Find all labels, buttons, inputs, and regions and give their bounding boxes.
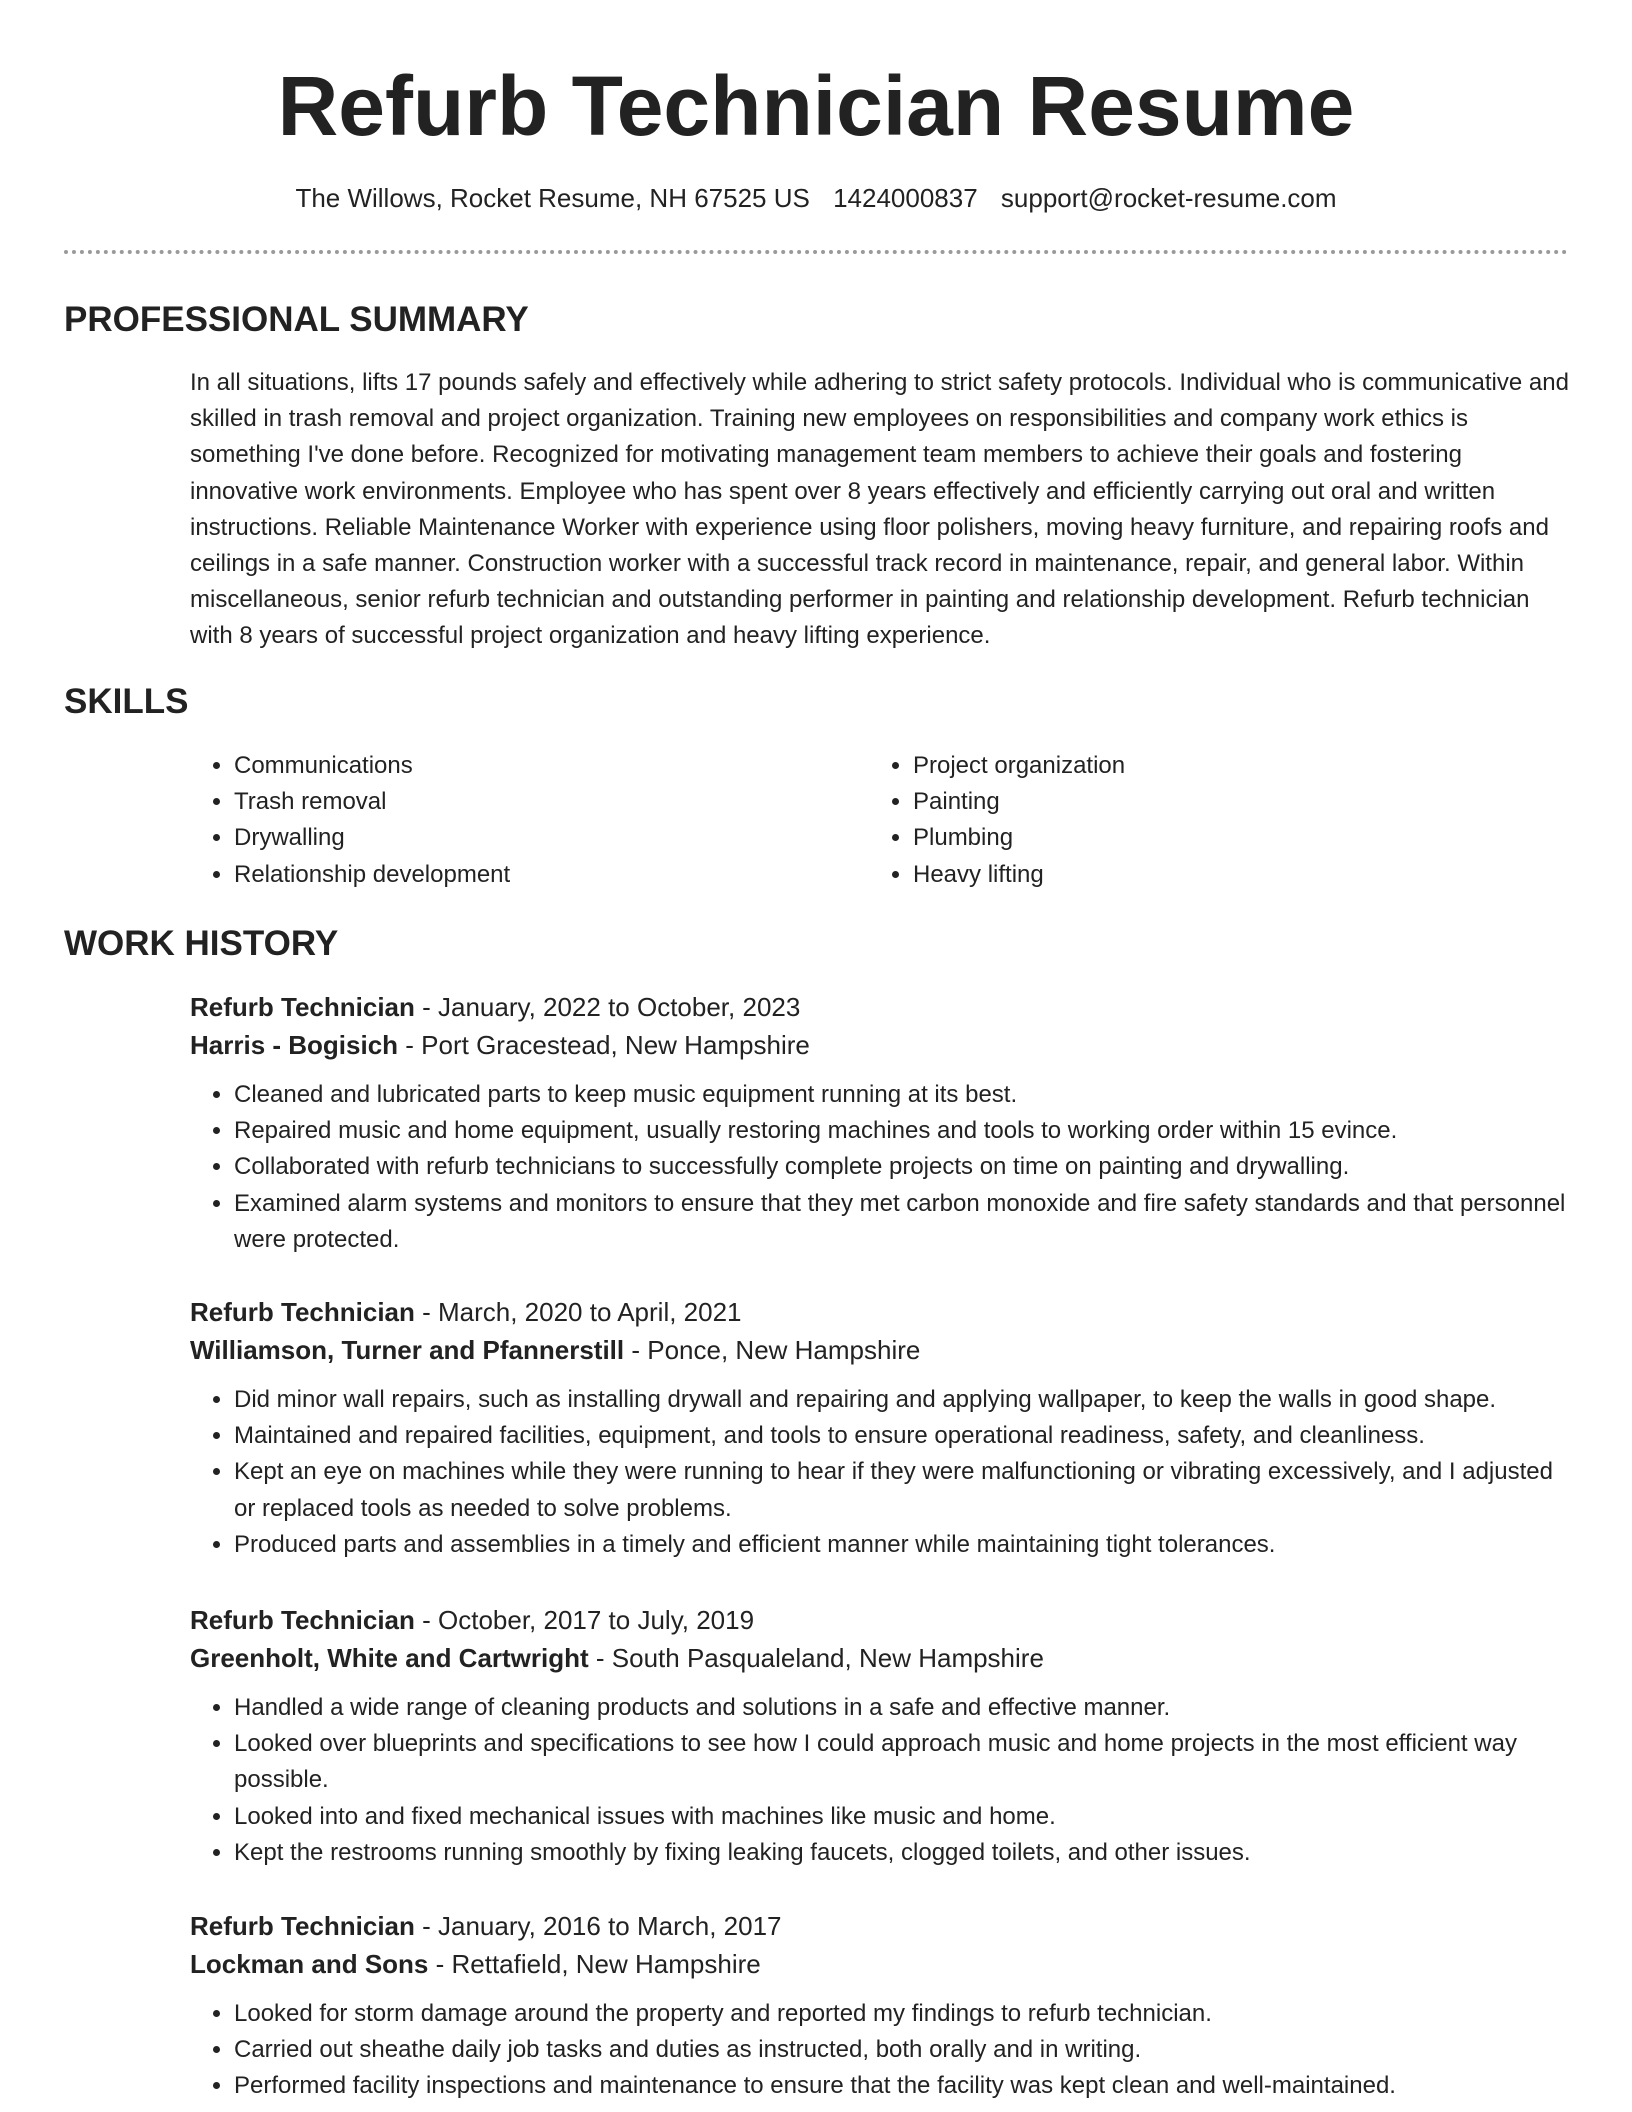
skill-item: • Relationship development [234, 857, 510, 893]
job-bullet: • Examined alarm systems and monitors to ensure that they met carbon monoxide and fire safety standards and that personnel were protected. [234, 1186, 1570, 1258]
job-bullet: • Did minor wall repairs, such as installing drywall and repairing and applying wallpaper, to keep the walls in good shape. [234, 1382, 1570, 1418]
job-title-line [190, 1601, 1570, 1639]
skill-item: • Drywalling [234, 820, 510, 856]
job-bullet: • Looked over blueprints and specifications to see how I could approach music and home projects in the most efficient way possible. [234, 1726, 1570, 1798]
resume-title: Refurb Technician Resume [277, 59, 1355, 153]
job-bullets [190, 1077, 1570, 1258]
job-company: Harris - Bogisich [190, 1030, 399, 1060]
summary-heading: PROFESSIONAL SUMMARY [64, 300, 529, 339]
job-title: Refurb Technician [190, 1297, 415, 1327]
job-dates: - January, 2022 to October, 2023 [414, 992, 801, 1022]
job-bullet: • Kept an eye on machines while they were running to hear if they were malfunctioning or vibrating excessively, and I adjusted or replaced tools as needed to solve problems. [234, 1454, 1570, 1526]
job-bullets [190, 1690, 1570, 1871]
contact-email: support@rocket-resume.com [1000, 183, 1337, 213]
job-bullets [190, 1996, 1570, 2105]
job-location: - Ponce, New Hampshire [624, 1335, 921, 1365]
job-dates: - March, 2020 to April, 2021 [414, 1297, 742, 1327]
job-bullet: • Produced parts and assemblies in a timely and efficient manner while maintaining tight tolerances. [234, 1527, 1570, 1563]
job-bullet: • Looked into and fixed mechanical issues with machines like music and home. [234, 1799, 1570, 1835]
contact-phone: 1424000837 [833, 183, 978, 213]
skill-item: • Project organization [913, 748, 1125, 784]
job-company: Williamson, Turner and Pfannerstill [190, 1335, 625, 1365]
skill-item: • Plumbing [913, 820, 1125, 856]
job-title: Refurb Technician [190, 992, 415, 1022]
job-bullet: • Kept the restrooms running smoothly by fixing leaking faucets, clogged toilets, and other issues. [234, 1835, 1570, 1871]
job-bullet: • Maintained and repaired facilities, equipment, and tools to ensure operational readiness, safety, and cleanliness. [234, 1418, 1570, 1454]
job-bullet: • Carried out sheathe daily job tasks and duties as instructed, both orally and in writing. [234, 2032, 1570, 2068]
summary-text: In all situations, lifts 17 pounds safely and effectively while adhering to strict safety protocols. Individual who is communicative and skilled in trash removal and project organization. Training new employees on responsibilities and company work ethics is something I've done before. Recognized for motivating management team members to achieve their goals and fostering innovative work environments. Employee who has spent over 8 years effectively and efficiently carrying out oral and written instructions. Reliable Maintenance Worker with experience using floor polishers, moving heavy furniture, and repairing roofs and ceilings in a safe manner. Construction worker with a successful track record in maintenance, repair, and general labor. Within miscellaneous, senior refurb technician and outstanding performer in painting and relationship development. Refurb technician with 8 years of successful project organization and heavy lifting experience. [190, 369, 1569, 650]
job-title-line [190, 1293, 1570, 1331]
skills-heading: SKILLS [64, 682, 189, 721]
job-title-line [190, 988, 1570, 1026]
job-company-line [190, 1026, 1570, 1064]
job-company-line [190, 1945, 1570, 1983]
job-company-line [190, 1331, 1570, 1369]
job-bullet: • Looked for storm damage around the property and reported my findings to refurb technician. [234, 1996, 1570, 2032]
job-entry [190, 988, 1570, 1258]
job-bullet: • Repaired music and home equipment, usually restoring machines and tools to working order within 15 evince. [234, 1113, 1570, 1149]
job-company: Lockman and Sons [190, 1949, 429, 1979]
skill-item: • Trash removal [234, 784, 510, 820]
job-entry [190, 1601, 1570, 1871]
job-bullets [190, 1382, 1570, 1563]
skill-item: • Heavy lifting [913, 857, 1125, 893]
job-bullet: • Performed facility inspections and maintenance to ensure that the facility was kept clean and well-maintained. [234, 2068, 1570, 2104]
header-divider [64, 250, 1568, 254]
job-bullet: • Cleaned and lubricated parts to keep music equipment running at its best. [234, 1077, 1570, 1113]
job-entry [190, 1907, 1570, 2105]
skills-list-left [190, 748, 510, 893]
job-company-line [190, 1639, 1570, 1677]
job-dates: - October, 2017 to July, 2019 [414, 1605, 755, 1635]
job-location: - South Pasqualeland, New Hampshire [588, 1643, 1044, 1673]
skill-item: • Painting [913, 784, 1125, 820]
job-bullet: • Handled a wide range of cleaning products and solutions in a safe and effective manner. [234, 1690, 1570, 1726]
job-location: - Rettafield, New Hampshire [428, 1949, 761, 1979]
work-history-heading: WORK HISTORY [64, 924, 339, 963]
contact-line [0, 178, 1632, 218]
job-title: Refurb Technician [190, 1605, 415, 1635]
job-company: Greenholt, White and Cartwright [190, 1643, 589, 1673]
skill-item: • Communications [234, 748, 510, 784]
job-bullet: • Collaborated with refurb technicians to successfully complete projects on time on painting and drywalling. [234, 1149, 1570, 1185]
job-entry [190, 1293, 1570, 1563]
skills-list-right [869, 748, 1125, 893]
job-title: Refurb Technician [190, 1911, 415, 1941]
job-title-line [190, 1907, 1570, 1945]
job-location: - Port Gracestead, New Hampshire [398, 1030, 810, 1060]
contact-address: The Willows, Rocket Resume, NH 67525 US [295, 183, 810, 213]
job-dates: - January, 2016 to March, 2017 [414, 1911, 782, 1941]
